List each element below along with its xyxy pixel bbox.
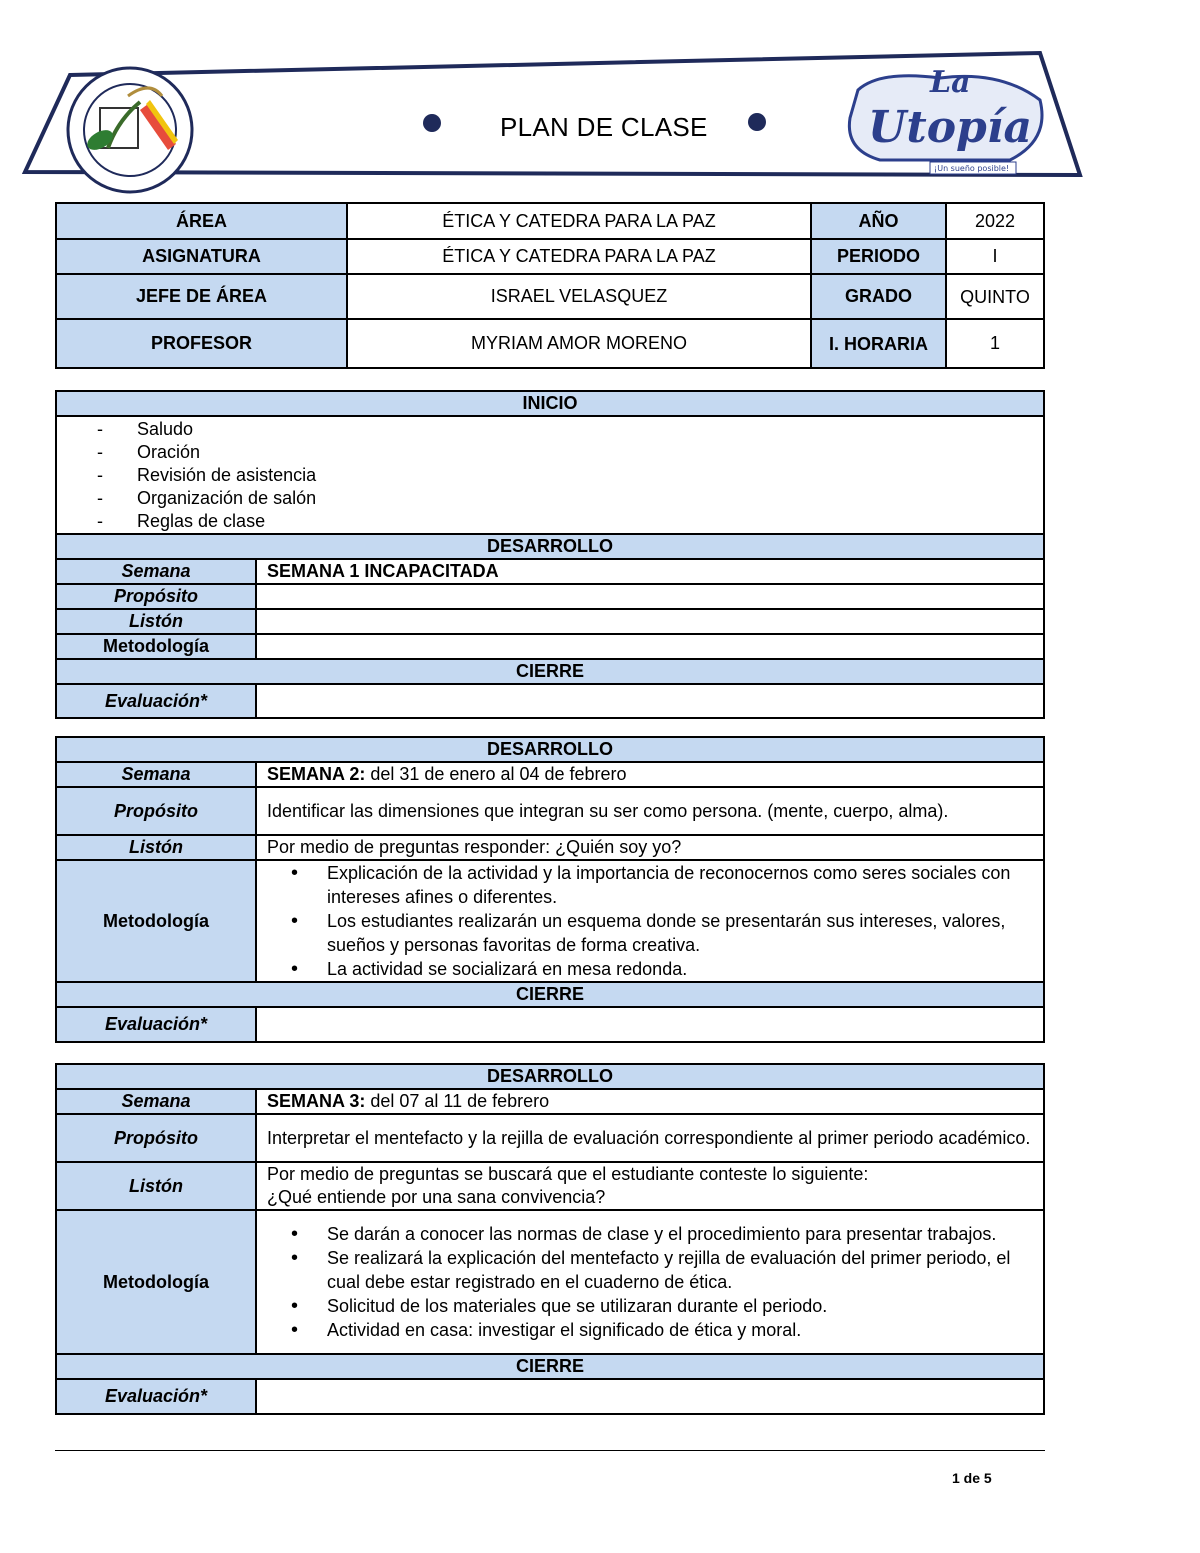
semana-value — [256, 762, 1044, 787]
proposito-value: Interpretar el mentefacto y la rejilla de evaluación correspondiente al primer periodo académico. — [256, 1114, 1044, 1162]
liston-label: Listón — [56, 609, 256, 634]
liston-label: Listón — [56, 835, 256, 860]
proposito-value: Identificar las dimensiones que integran su ser como persona. (mente, cuerpo, alma). — [256, 787, 1044, 835]
inicio-list — [57, 417, 1043, 533]
svg-text:¡Un sueño posible!: ¡Un sueño posible! — [934, 164, 1010, 173]
metodologia-list — [257, 861, 1043, 981]
week2-table — [55, 736, 1045, 1043]
proposito-label: Propósito — [56, 1114, 256, 1162]
jefe-value: ISRAEL VELASQUEZ — [347, 274, 811, 319]
grado-value: QUINTO — [946, 274, 1044, 319]
desarrollo-banner: DESARROLLO — [56, 737, 1044, 762]
cierre-banner: CIERRE — [56, 982, 1044, 1007]
desarrollo-banner: DESARROLLO — [56, 534, 1044, 559]
list-item: • Explicación de la actividad y la importancia de reconocernos como seres sociales con intereses afines o diferentes. — [327, 861, 1043, 909]
area-label: ÁREA — [56, 203, 347, 239]
week1-table — [55, 390, 1045, 719]
liston-value: Por medio de preguntas responder: ¿Quién soy yo? — [256, 835, 1044, 860]
semana-number: SEMANA 3: — [267, 1091, 366, 1111]
svg-text:La: La — [930, 65, 971, 100]
list-item: • Solicitud de los materiales que se utilizaran durante el periodo. — [327, 1294, 1043, 1318]
semana-dates: del 07 al 11 de febrero — [365, 1091, 550, 1111]
liston-value — [256, 609, 1044, 634]
semana-value: SEMANA 1 INCAPACITADA — [256, 559, 1044, 584]
semana-label: Semana — [56, 1089, 256, 1114]
grado-label: GRADO — [811, 274, 946, 319]
jefe-label: JEFE DE ÁREA — [56, 274, 347, 319]
list-item: • Actividad en casa: investigar el significado de ética y moral. — [327, 1318, 1043, 1342]
school-seal-logo — [68, 68, 192, 192]
anio-value: 2022 — [946, 203, 1044, 239]
metodologia-value — [256, 634, 1044, 659]
desarrollo-banner: DESARROLLO — [56, 1064, 1044, 1089]
profesor-value: MYRIAM AMOR MORENO — [347, 319, 811, 368]
list-item: • La actividad se socializará en mesa redonda. — [327, 957, 1043, 981]
list-item: • Se realizará la explicación del mentefacto y rejilla de evaluación del primer periodo, el cual debe estar registrado en el cuaderno de ética. — [327, 1246, 1043, 1294]
evaluacion-label: Evaluación* — [56, 1379, 256, 1414]
liston-label: Listón — [56, 1162, 256, 1210]
liston-line: Por medio de preguntas se buscará que el estudiante conteste lo siguiente: — [267, 1164, 869, 1184]
page-number: 1 de 5 — [952, 1470, 992, 1486]
evaluacion-value — [256, 684, 1044, 718]
evaluacion-value — [256, 1379, 1044, 1414]
liston-line: ¿Qué entiende por una sana convivencia? — [267, 1187, 606, 1207]
area-value: ÉTICA Y CATEDRA PARA LA PAZ — [347, 203, 811, 239]
semana-label: Semana — [56, 762, 256, 787]
metodologia-list — [257, 1222, 1043, 1342]
inicio-banner: INICIO — [56, 391, 1044, 416]
bullet-dot-left — [423, 114, 441, 132]
anio-label: AÑO — [811, 203, 946, 239]
semana-value — [256, 1089, 1044, 1114]
list-item: - Saludo — [97, 418, 1043, 441]
list-item: • Los estudiantes realizarán un esquema donde se presentarán sus intereses, valores, sueños y personas favoritas de forma creativa. — [327, 909, 1043, 957]
metodologia-label: Metodología — [56, 860, 256, 982]
profesor-label: PROFESOR — [56, 319, 347, 368]
week3-table — [55, 1063, 1045, 1415]
periodo-label: PERIODO — [811, 239, 946, 274]
metodologia-label: Metodología — [56, 1210, 256, 1354]
svg-text:Utopía: Utopía — [868, 102, 1033, 153]
asignatura-value: ÉTICA Y CATEDRA PARA LA PAZ — [347, 239, 811, 274]
metodologia-value — [256, 860, 1044, 982]
inicio-content — [56, 416, 1044, 534]
evaluacion-label: Evaluación* — [56, 684, 256, 718]
asignatura-label: ASIGNATURA — [56, 239, 347, 274]
periodo-value: I — [946, 239, 1044, 274]
ihoraria-value: 1 — [946, 319, 1044, 368]
metodologia-label: Metodología — [56, 634, 256, 659]
page-header — [0, 0, 1200, 200]
metodologia-value — [256, 1210, 1044, 1354]
liston-value — [256, 1162, 1044, 1210]
semana-number: SEMANA 2: — [267, 764, 366, 784]
evaluacion-value — [256, 1007, 1044, 1042]
footer-divider — [55, 1450, 1045, 1451]
ihoraria-label: I. HORARIA — [811, 319, 946, 368]
list-item: - Organización de salón — [97, 487, 1043, 510]
semana-label: Semana — [56, 559, 256, 584]
list-item: - Revisión de asistencia — [97, 464, 1043, 487]
list-item: • Se darán a conocer las normas de clase y el procedimiento para presentar trabajos. — [327, 1222, 1043, 1246]
info-table — [55, 202, 1045, 369]
list-item: - Reglas de clase — [97, 510, 1043, 533]
proposito-label: Propósito — [56, 787, 256, 835]
page-title: PLAN DE CLASE — [500, 112, 708, 142]
list-item: - Oración — [97, 441, 1043, 464]
cierre-banner: CIERRE — [56, 659, 1044, 684]
bullet-dot-right — [748, 113, 766, 131]
header-frame — [0, 0, 1200, 200]
cierre-banner: CIERRE — [56, 1354, 1044, 1379]
semana-dates: del 31 de enero al 04 de febrero — [365, 764, 627, 784]
proposito-label: Propósito — [56, 584, 256, 609]
proposito-value — [256, 584, 1044, 609]
evaluacion-label: Evaluación* — [56, 1007, 256, 1042]
